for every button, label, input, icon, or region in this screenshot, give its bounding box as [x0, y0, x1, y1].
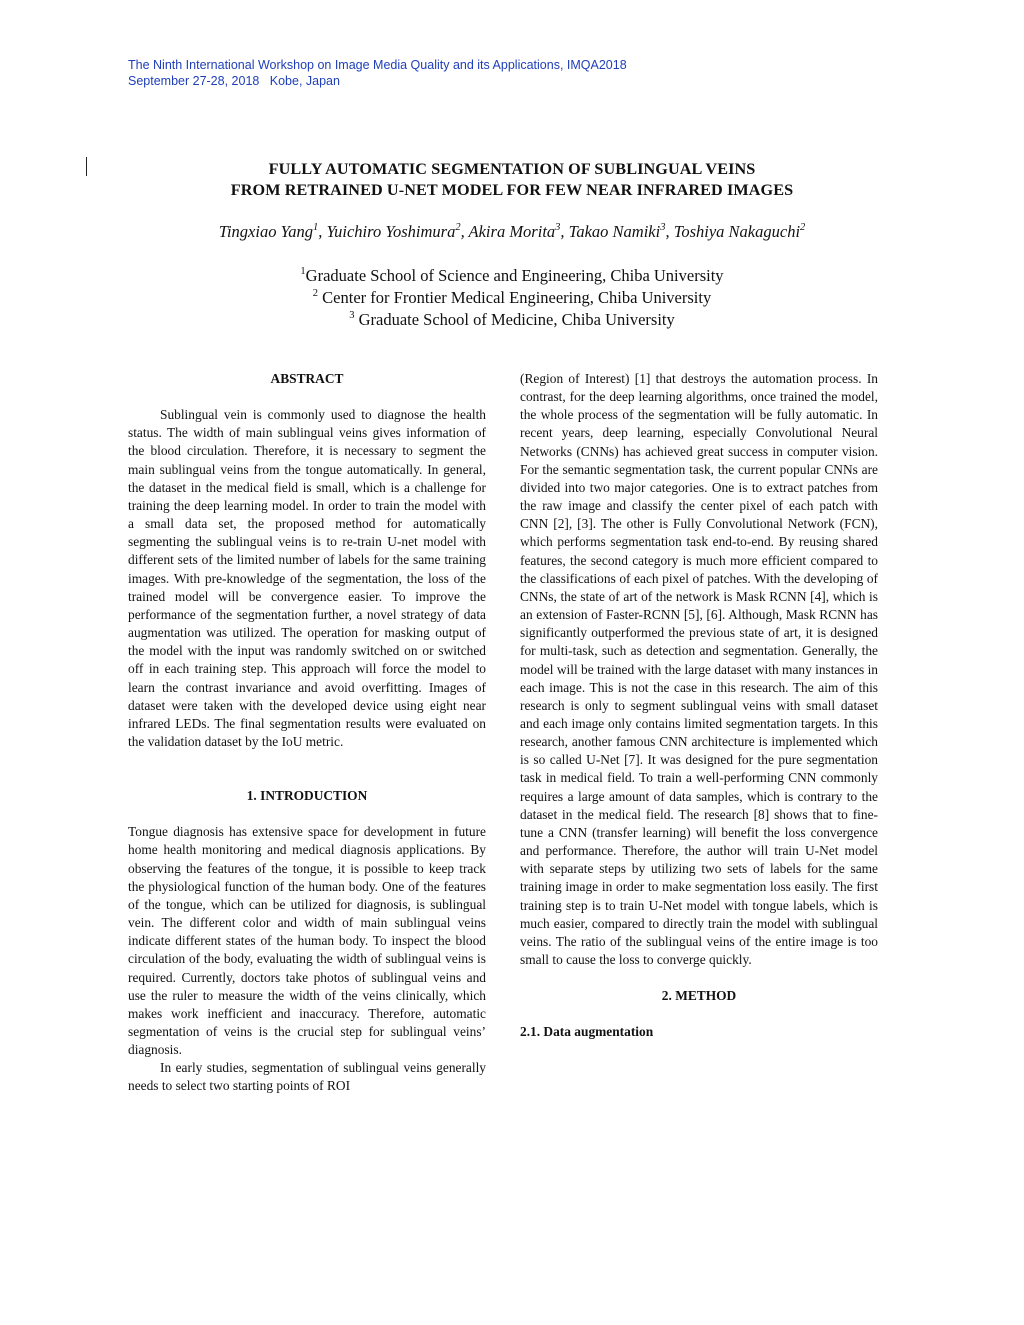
- affiliation: $^1$Graduate School of Science and Engineering, Chiba University: [300, 265, 724, 285]
- conference-date-location: September 27-28, 2018 Kobe, Japan: [128, 74, 340, 88]
- introduction-paragraph-1: Tongue diagnosis has extensive space for development in future home health monitoring and medical diagnosis applications. By observing the features of the tongue, it is possible to keep track the physiological function of the human body. One of the features of the tongue, which can be utilized for diagnosis, is sublingual vein. The different color and width of main sublingual veins indicate different states of the human body. To inspect the blood circulation of the body, evaluating the width of sublingual veins is required. Currently, doctors take photos of sublingual veins and use the ruler to measure the width of the veins clinically, which makes work inefficient and inaccuracy. Therefore, automatic segmentation of veins is the crucial step for sublingual veins’ diagnosis.: [128, 824, 486, 1058]
- affiliation: $^2$ Center for Frontier Medical Engineering, Chiba University: [312, 287, 712, 307]
- right-column: [520, 370, 878, 1041]
- conference-header: [128, 57, 627, 89]
- left-column: [128, 370, 486, 1096]
- introduction-heading: 1. INTRODUCTION: [246, 788, 368, 804]
- author-list: [0, 221, 1024, 243]
- affiliation-list: [0, 265, 1024, 331]
- abstract-heading: ABSTRACT: [270, 371, 344, 386]
- abstract-text: Sublingual vein is commonly used to diagnose the health status. The width of main sublingual veins gives information of the blood circulation. Therefore, it is necessary to segment the main sublingual veins from the tongue automatically. In general, the dataset in the medical field is small, which is a challenge for training the deep learning model. In order to train the model with a small data set, the proposed method for automatically segmenting the sublingual veins is to re-train U-net model with different sets of the limited number of labels for the same training images. With pre-knowledge of the segmentation, the loss of the trained model will be convergence easier. To improve the performance of the segmentation further, a novel strategy of data augmentation was utilized. The operation for masking output of the model with the input was randomly switched on or switched off in each training step. This approach will force the model to learn the contrast invariance and avoid overfitting. Images of dataset were taken with the developed device using eight near infrared LEDs. The final segmentation results were evaluated on the validation dataset by the IoU metric.: [128, 407, 486, 749]
- conference-name: The Ninth International Workshop on Image Media Quality and its Applications, IMQA2018: [128, 58, 627, 72]
- introduction-paragraph-2: In early studies, segmentation of sublingual veins generally needs to select two starting points of ROI: [128, 1060, 486, 1094]
- author: Tingxiao Yang$^1$,: [218, 221, 327, 241]
- method-heading: 2. METHOD: [661, 988, 737, 1004]
- title-line-2: FROM RETRAINED U-NET MODEL FOR FEW NEAR INFRARED IMAGES: [230, 181, 794, 199]
- author: Takao Namiki$^3$,: [568, 221, 674, 241]
- author: Akira Morita$^3$,: [468, 221, 569, 241]
- paper-title: [0, 159, 1024, 201]
- author: Yuichiro Yoshimura$^2$,: [326, 221, 469, 241]
- affiliation: $^3$ Graduate School of Medicine, Chiba University: [349, 309, 675, 329]
- data-augmentation-subheading: 2.1. Data augmentation: [520, 1024, 654, 1040]
- introduction-paragraph-2-continued: (Region of Interest) [1] that destroys the automation process. In contrast, for the deep learning algorithms, once trained the model, the whole process of the segmentation will be fully automatic. In recent years, deep learning, especially Convolutional Neural Networks (CNNs) has achieved great success in computer vision. For the semantic segmentation task, the current popular CNNs are divided into two major categories. One is to extract patches from the raw image and classify the center pixel of each patch with CNN [2], [3]. The other is Fully Convolutional Network (FCN), which performs segmentation task end-to-end. By reusing shared features, the second category is much more efficient compared to the classifications of each pixel of patches. With the developing of CNNs, the state of art of the network is Mask RCNN [4], which is an extension of Faster-RCNN [5], [6]. Although, Mask RCNN has significantly outperformed the previous state of art, it is designed for multi-task, such as detection and segmentation. Generally, the model will be trained with the large dataset with many instances in each image. This is not the case in this research. The aim of this research is only to segment sublingual veins with small dataset and each image only contains limited segmentation targets. In this research, another famous CNN architecture is implemented which is so called U-Net [7]. It was designed for the pure segmentation task in medical field. To train a well-performing CNN commonly requires a large amount of data samples, which is contrary to the dataset in the medical field. The research [8] shows that to fine-tune a CNN (transfer learning) will benefit the loss convergence and performance. Therefore, the author will train U-Net model with separate steps by utilizing two sets of labels for the same training image in order to make segmentation loss easily. The first training step is to train U-Net model with tongue labels, which is much easier, compared to directly train the model with sublingual veins. The ratio of the sublingual veins of the entire image is too small to cause the loss to converge quickly.: [520, 371, 878, 967]
- title-line-1: FULLY AUTOMATIC SEGMENTATION OF SUBLINGUAL VEINS: [268, 160, 756, 178]
- author: Toshiya Nakaguchi$^2$: [673, 221, 806, 241]
